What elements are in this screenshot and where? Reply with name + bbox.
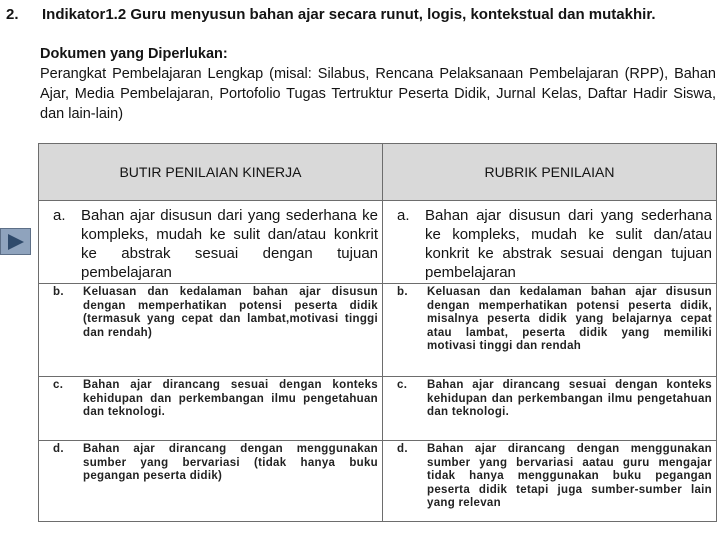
- assessment-table: [38, 143, 717, 522]
- required-documents: [40, 44, 716, 124]
- rubric-cell: [383, 201, 717, 284]
- required-documents-title: Dokumen yang Diperlukan:: [40, 46, 228, 62]
- indicator-heading: [6, 6, 656, 23]
- table-row: [39, 284, 717, 377]
- rubric-label: d.: [397, 443, 408, 455]
- table-header-row: [39, 144, 717, 201]
- rubric-cell: [383, 377, 717, 441]
- item-label: c.: [53, 379, 64, 391]
- rubric-text: Bahan ajar dirancang sesuai dengan konteks kehidupan dan perkembangan ilmu pengetahuan dan teknologi.: [427, 379, 712, 418]
- indicator-number: 2.: [6, 6, 19, 23]
- rubric-label: a.: [397, 207, 410, 224]
- item-label: a.: [53, 207, 66, 224]
- indicator-title: Indikator1.2 Guru menyusun bahan ajar secara runut, logis, kontekstual dan mutakhir.: [42, 6, 656, 23]
- rubric-text: Bahan ajar dirancang dengan menggunakan sumber yang bervariasi aatau guru mengajar tidak hanya menggunakan buku pegangan peserta didik tetapi juga sumber-sumber lain yang relevan: [427, 443, 712, 509]
- performance-item-cell: [39, 284, 383, 377]
- rubric-cell: [383, 441, 717, 522]
- table-row: [39, 441, 717, 522]
- rubric-text: Bahan ajar disusun dari yang sederhana ke kompleks, mudah ke sulit dan/atau konkrit ke abstrak sesuai dengan tujuan pembelajaran: [425, 207, 712, 281]
- item-text: Bahan ajar dirancang sesuai dengan konteks kehidupan dan perkembangan ilmu pengetahuan dan teknologi.: [83, 379, 378, 418]
- required-documents-body: Perangkat Pembelajaran Lengkap (misal: Silabus, Rencana Pelaksanaan Pembelajaran (RPP), Bahan Ajar, Media Pembelajaran, Portofolio Tugas Tertruktur Peserta Didik, Jurnal Kelas, Daftar Hadir Siswa, dan lain-lain): [40, 66, 716, 122]
- table-row: [39, 201, 717, 284]
- next-slide-button[interactable]: [0, 228, 31, 255]
- item-text: Bahan ajar disusun dari yang sederhana ke kompleks, mudah ke sulit dan/atau konkrit ke abstrak sesuai dengan tujuan pembelajaran: [81, 207, 378, 281]
- rubric-label: c.: [397, 379, 408, 391]
- rubric-text: Keluasan dan kedalaman bahan ajar disusun dengan memperhatikan potensi peserta didik, misalnya peserta didik yang belajarnya cepat atau lambat, peserta didik yang memiliki motivasi tinggi dan rendah: [427, 286, 712, 352]
- rubric-cell: [383, 284, 717, 377]
- item-text: Keluasan dan kedalaman bahan ajar disusun dengan memperhatikan potensi peserta didik (termasuk yang cepat dan lambat,motivasi tinggi dan rendah): [83, 286, 378, 339]
- item-label: d.: [53, 443, 64, 455]
- performance-item-cell: [39, 377, 383, 441]
- table-row: [39, 377, 717, 441]
- performance-item-cell: [39, 201, 383, 284]
- header-performance-item: BUTIR PENILAIAN KINERJA: [39, 144, 383, 201]
- performance-item-cell: [39, 441, 383, 522]
- rubric-label: b.: [397, 286, 408, 298]
- header-assessment-rubric: RUBRIK PENILAIAN: [383, 144, 717, 201]
- item-text: Bahan ajar dirancang dengan menggunakan sumber yang bervariasi (tidak hanya buku pegangan peserta didik): [83, 443, 378, 482]
- item-label: b.: [53, 286, 64, 298]
- play-triangle-icon: [8, 234, 24, 250]
